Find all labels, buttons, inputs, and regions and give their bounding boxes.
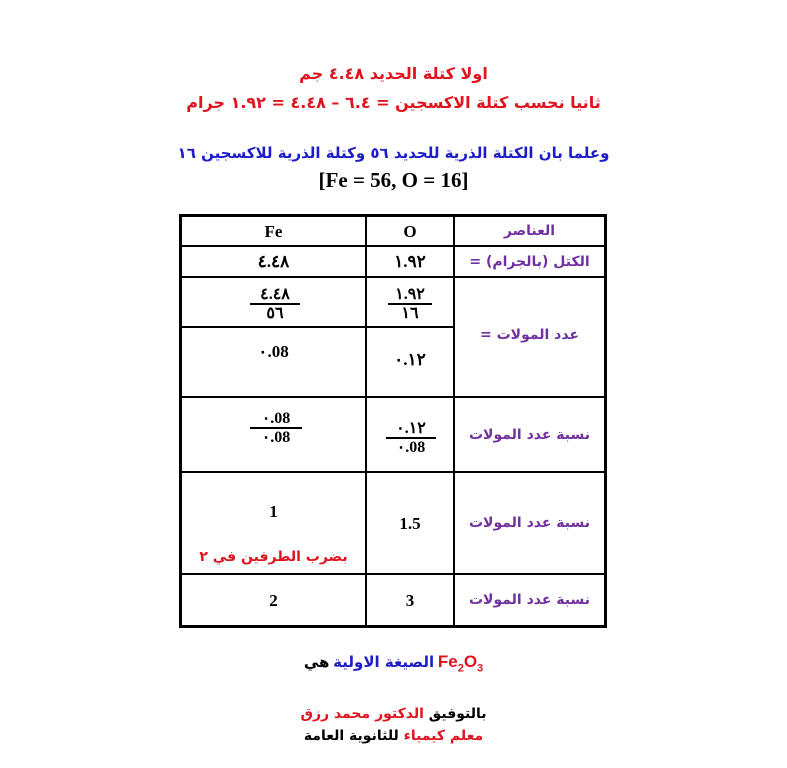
fraction-numerator: ١.٩٢ xyxy=(388,286,432,305)
atomic-mass-statement: وعلما بان الكتلة الذرية للحديد ٥٦ وكتلة الذرية للاكسجين ١٦ xyxy=(177,144,610,162)
oxygen-mass-calculation: ثانيا نحسب كتلة الاكسجين = ٦.٤ – ٤.٤٨ = ١.٩٢ جرام xyxy=(186,93,601,112)
signature-line-1 xyxy=(0,706,787,722)
header-fe: Fe xyxy=(264,222,283,241)
ratio1-label: نسبة عدد المولات xyxy=(468,427,590,443)
row-line-mass xyxy=(179,276,607,278)
moles-o-result: ٠.١٢ xyxy=(394,350,426,369)
fraction-denominator: ٥٦ xyxy=(266,305,284,322)
table-border-bottom xyxy=(179,625,607,628)
formula-is: هي xyxy=(303,653,330,671)
fraction-numerator: ٠.08 xyxy=(250,410,302,429)
fraction-denominator: ٠.08 xyxy=(396,439,426,456)
moles-fe-result: ٠.08 xyxy=(258,342,289,361)
ratio2-label: نسبة عدد المولات xyxy=(468,515,590,531)
given-iron-mass: اولا كتلة الحديد ٤.٤٨ جم xyxy=(299,64,488,83)
mass-label: الكتل (بالجرام) = xyxy=(469,254,590,270)
formula-label: الصيغة الاولية xyxy=(333,653,435,671)
row-line-ratio1 xyxy=(179,471,607,473)
ratio2-fe: 1 xyxy=(269,502,278,521)
empirical-formula-line xyxy=(0,652,787,674)
fraction-numerator: ٤.٤٨ xyxy=(250,286,300,305)
empirical-formula: $Fe_2O_3$ xyxy=(437,652,484,675)
ratio2-multiply-note: بضرب الطرفين في ٢ xyxy=(199,549,348,565)
author-name: الدكتور محمد رزق xyxy=(300,706,424,722)
ratio3-o: 3 xyxy=(405,591,415,610)
moles-o-fraction xyxy=(388,286,432,322)
ratio3-fe: 2 xyxy=(269,591,278,610)
row-line-moles-frac xyxy=(179,326,455,328)
table-border-top xyxy=(179,214,607,217)
row-line-moles xyxy=(179,396,607,398)
ratio3-label: نسبة عدد المولات xyxy=(468,592,590,608)
ratio2-o: 1.5 xyxy=(399,514,421,533)
mass-fe: ٤.٤٨ xyxy=(257,252,290,271)
fraction-numerator: ٠.١٢ xyxy=(386,420,436,439)
row-line-header xyxy=(179,245,607,247)
author-level: للثانوية العامة xyxy=(303,728,399,744)
atomic-mass-values: [Fe = 56, O = 16] xyxy=(318,168,469,192)
fraction-denominator: ١٦ xyxy=(401,305,419,322)
author-role: معلم كيمياء xyxy=(403,728,484,744)
good-luck-text: بالتوفيق xyxy=(428,706,487,722)
ratio1-o-fraction xyxy=(386,420,436,456)
fraction-denominator: ٠.08 xyxy=(261,429,291,446)
mass-o: ١.٩٢ xyxy=(394,252,426,271)
signature-line-2 xyxy=(0,728,787,744)
row-line-ratio2 xyxy=(179,573,607,575)
header-elements: العناصر xyxy=(503,223,556,239)
moles-label: عدد المولات = xyxy=(479,327,580,343)
moles-fe-fraction xyxy=(250,286,300,322)
ratio1-fe-fraction xyxy=(250,410,302,446)
header-o: O xyxy=(403,222,417,241)
